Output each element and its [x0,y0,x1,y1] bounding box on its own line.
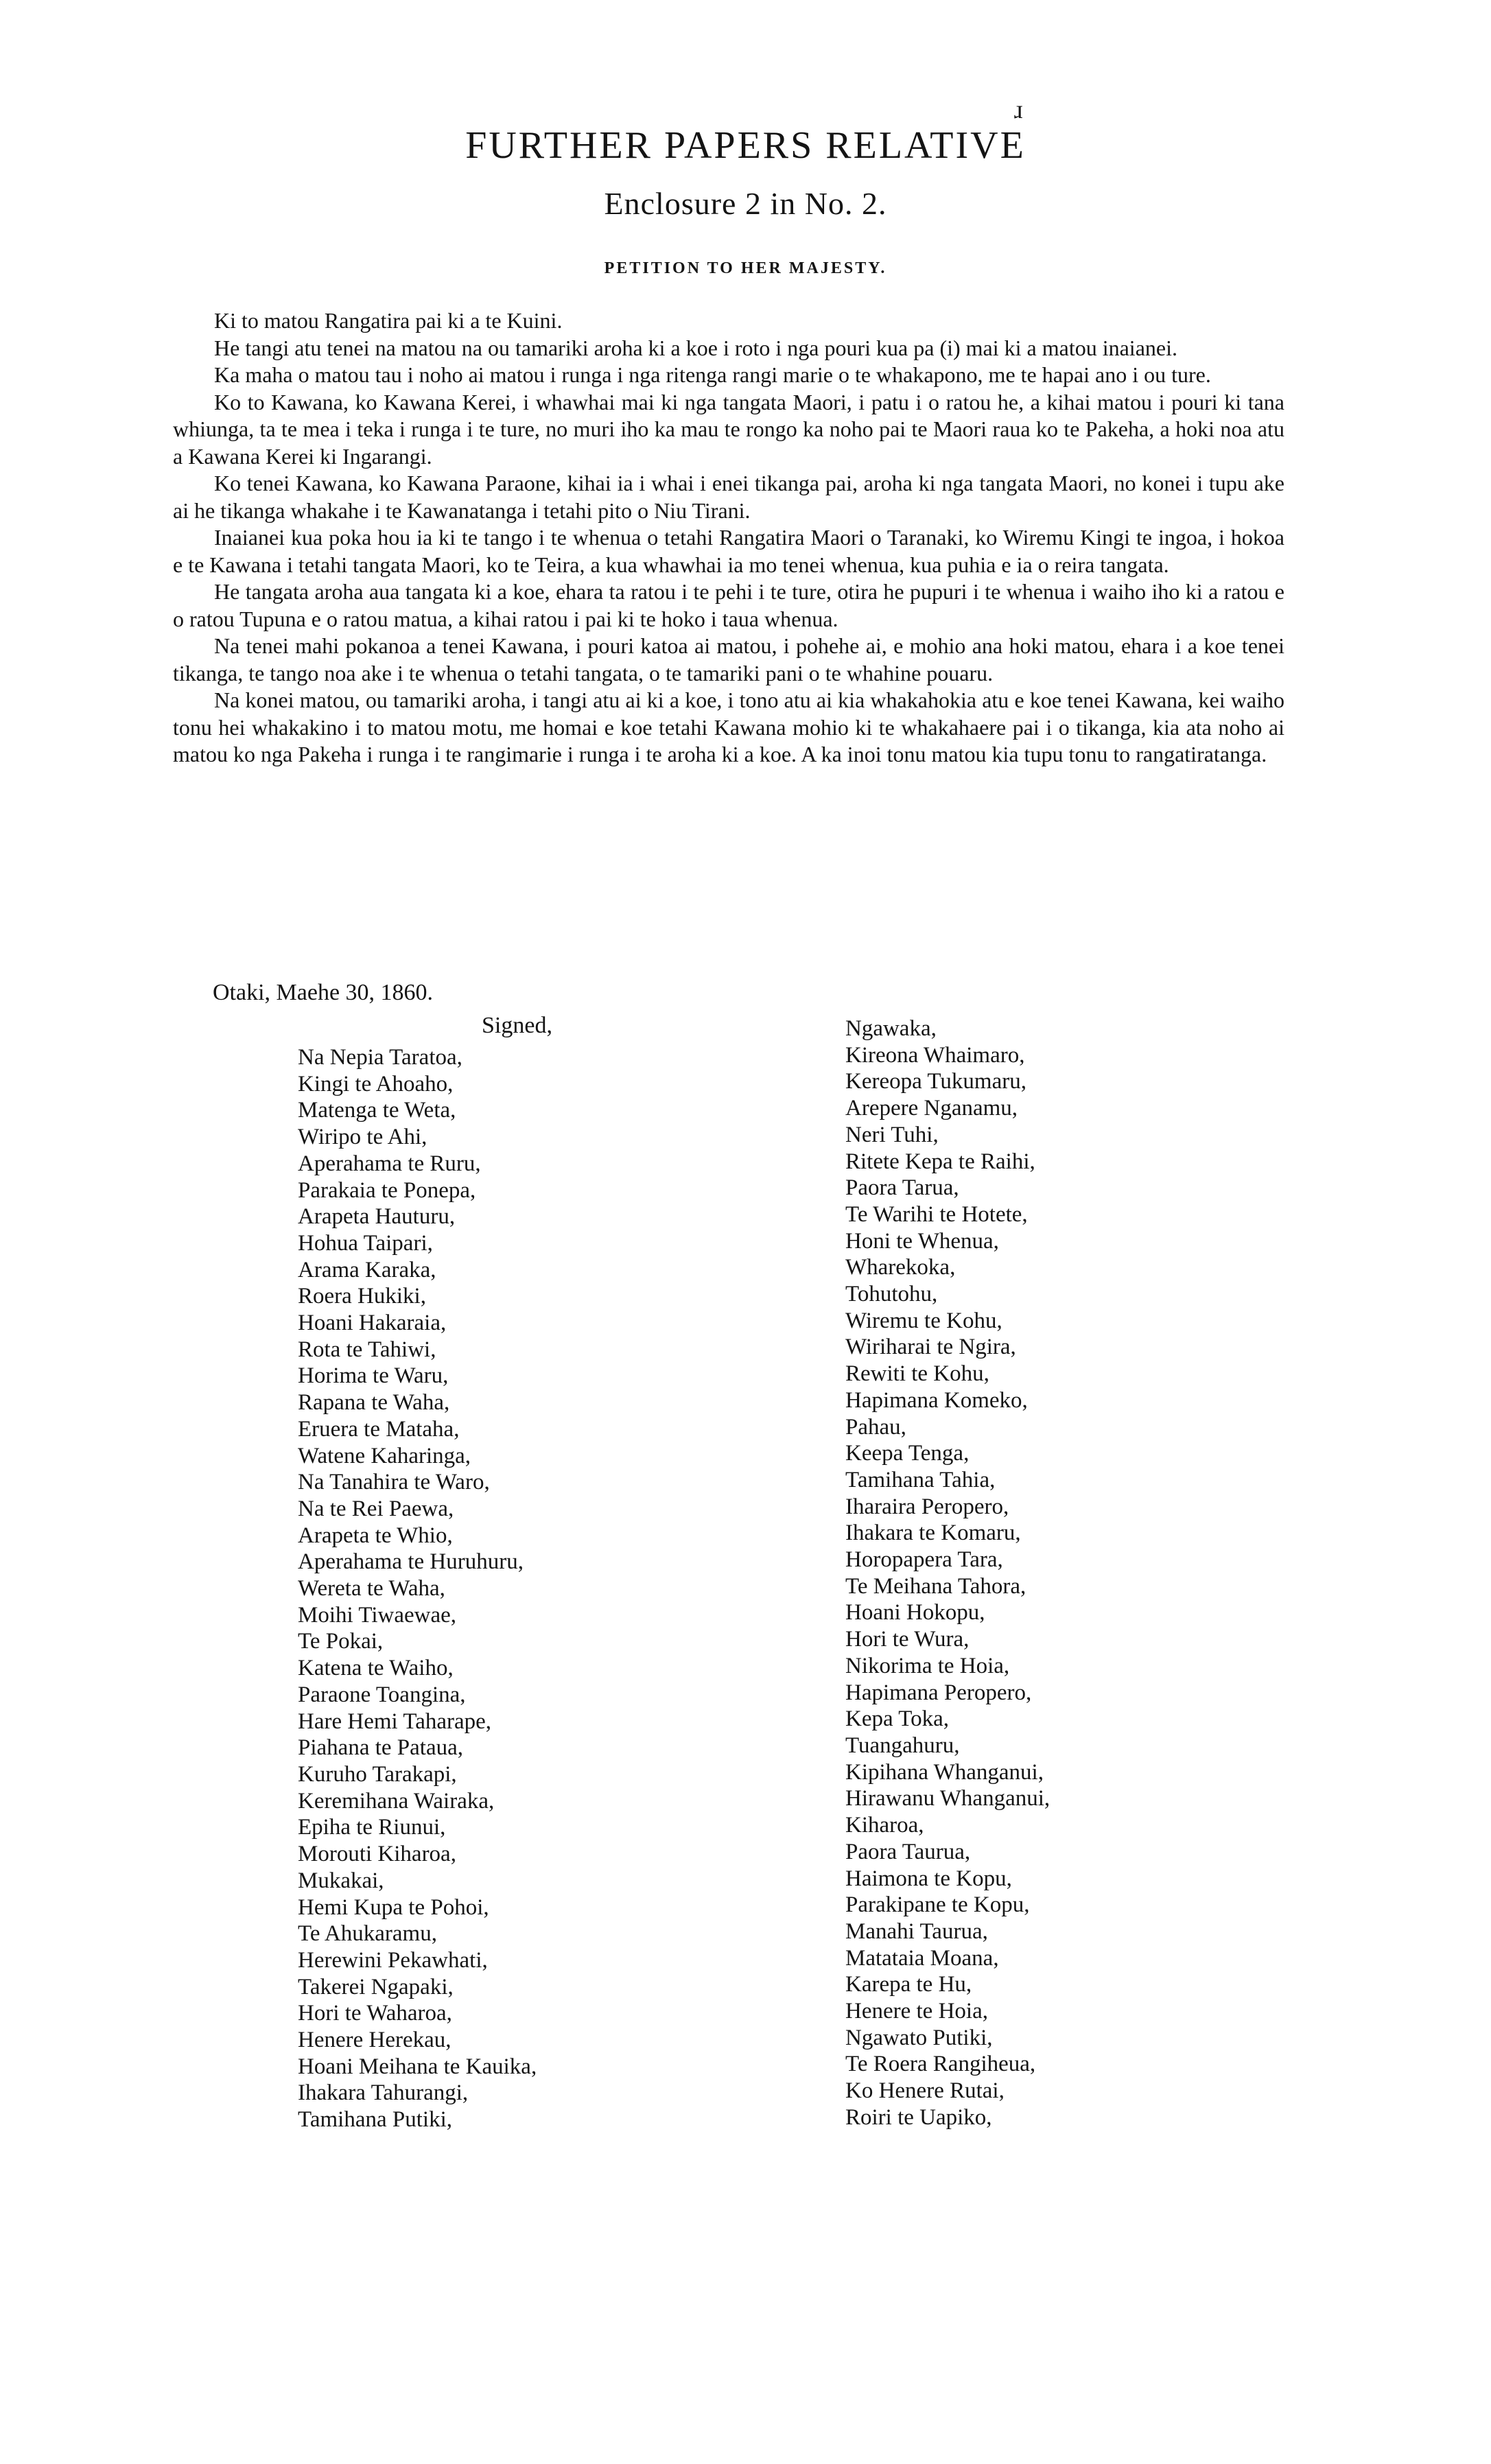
signatory-name: Arepere Nganamu, [845,1096,1018,1121]
signatory-name: Wiriharai te Ngira, [845,1335,1016,1360]
signatory-name: Wiremu te Kohu, [845,1308,1002,1333]
signatory-name: Wiripo te Ahi, [298,1125,427,1150]
signatory-name: Ko Henere Rutai, [845,2078,1005,2104]
signatory-name: Iharaira Peropero, [845,1494,1009,1519]
signatory-name: Moihi Tiwaewae, [298,1602,456,1628]
signatory-name: Paora Taurua, [845,1839,971,1864]
paragraph: He tangi atu tenei na matou na ou tamariki aroha ki a koe i roto i nga pouri kua pa (i) mai ki a matou inaianei. [214,335,1177,360]
signatory-name: Henere Herekau, [298,2028,451,2053]
signatory-name: Mukakai, [298,1868,384,1893]
petition-body [173,307,1284,768]
corner-mark: ɹ [1014,95,1023,124]
signatory-name: Haimona te Kopu, [845,1866,1012,1891]
signatory-name: Honi te Whenua, [845,1228,999,1254]
signatory-name: Paraone Toangina, [298,1682,466,1707]
signatory-name: Pahau, [845,1414,906,1440]
signatory-name: Wereta te Waha, [298,1576,445,1601]
signatory-name: Horima te Waru, [298,1363,449,1389]
signatory-name: Parakipane te Kopu, [845,1892,1030,1918]
signatory-name: Arapeta te Whio, [298,1523,453,1548]
signatory-name: Tuangahuru, [845,1733,960,1758]
signatory-name: Kereopa Tukumaru, [845,1069,1026,1094]
signatory-name: Matataia Moana, [845,1945,999,1971]
signatory-name: Matenga te Weta, [298,1098,456,1123]
signatory-name: Kipihana Whanganui, [845,1759,1044,1785]
signatory-name: Hori te Wura, [845,1627,970,1652]
signatory-name: Kingi te Ahoaho, [298,1071,454,1096]
signatory-name: Karepa te Hu, [845,1972,972,1997]
paragraph: Ko to Kawana, ko Kawana Kerei, i whawhai mai ki nga tangata Maori, i patu i o ratou he, a kihai matou i pouri ki tana whiunga, ta te mea i teka i runga i te ture, no muri iho ka mau te rongo ka noho pai te Maori raua ko te Pakeha, a hoki noa atu a Kawana Kerei ki Ingarangi. [173,389,1284,469]
signatory-name: Henere te Hoia, [845,1999,988,2024]
dateline: Otaki, Maehe 30, 1860. [213,980,434,1005]
signatory-name: Te Meihana Tahora, [845,1573,1026,1599]
signatory-name: Parakaia te Ponepa, [298,1177,476,1203]
signatory-name: Hapimana Peropero, [845,1680,1032,1705]
signatory-name: Eruera te Mataha, [298,1416,460,1442]
signatory-name: Hirawanu Whanganui, [845,1786,1050,1811]
signatory-name: Neri Tuhi, [845,1122,939,1147]
signatory-name: Rota te Tahiwi, [298,1337,436,1362]
signatory-name: Katena te Waiho, [298,1656,454,1681]
signatory-name: Hoani Meihana te Kauika, [298,2054,537,2079]
enclosure-heading: Enclosure 2 in No. 2. [604,186,887,221]
signatory-name: Te Warihi te Hotete, [845,1201,1028,1227]
signatory-name: Te Pokai, [298,1629,384,1654]
signatory-name: Rewiti te Kohu, [845,1361,989,1387]
paragraph: Inaianei kua poka hou ia ki te tango i te whenua o tetahi Rangatira Maori o Taranaki, ko Wiremu Kingi te ingoa, i hokoa e te Kawana i tetahi tangata Maori, ko te Teira, a kua whawhai ia mo tenei whenua, kua puhia e ia o reira tangata. [173,525,1284,577]
signatory-name: Nikorima te Hoia, [845,1653,1010,1678]
paragraph: Ko tenei Kawana, ko Kawana Paraone, kihai ia i whai i enei tikanga pai, aroha ki nga tangata Maori, no konei i tupu ake ai he tikanga whakahe i te Kawanatanga i tetahi pito o Niu Tirani. [173,471,1284,523]
signatory-name: Na Tanahira te Waro, [298,1470,490,1495]
signatory-name: Tohutohu, [845,1282,938,1307]
signatory-name: Takerei Ngapaki, [298,1974,454,1999]
signatory-name: Kireona Whaimaro, [845,1042,1025,1068]
signatory-name: Tamihana Putiki, [298,2107,452,2133]
petition-heading: PETITION TO HER MAJESTY. [604,259,887,277]
paragraph: Ka maha o matou tau i noho ai matou i runga i nga ritenga rangi marie o te whakapono, me te hapai ano i ou ture. [214,362,1211,387]
signatory-name: Kuruho Tarakapi, [298,1761,457,1787]
signatory-name: Hemi Kupa te Pohoi, [298,1894,489,1920]
signatory-name: Horopapera Tara, [845,1547,1003,1573]
signatory-name: Aperahama te Huruhuru, [298,1549,524,1575]
paragraph: Na konei matou, ou tamariki aroha, i tangi atu ai ki a koe, i tono atu ai kia whakahokia atu e koe tenei Kawana, kei waiho tonu hei whakakino i to matou motu, me homai e koe tetahi Kawana mohio ki te whakahaere pai i o tikanga, kia ata noho ai matou ko nga Pakeha i runga i te rangimarie i runga i te aroha ki a koe. A ka inoi tonu matou kia tupu tonu to rangatiratanga. [173,688,1284,766]
signatory-name: Arapeta Hauturu, [298,1204,456,1230]
signatory-name: Kepa Toka, [845,1706,950,1732]
signatory-name: Roiri te Uapiko, [845,2104,992,2130]
signatory-name: Roera Hukiki, [298,1284,426,1309]
signatory-name: Hapimana Komeko, [845,1387,1028,1413]
signed-label: Signed, [482,1013,552,1038]
signatory-name: Ngawato Putiki, [845,2025,993,2050]
signatory-name: Keremihana Wairaka, [298,1788,495,1814]
signatories-right-column [845,1016,1050,2131]
signatory-name: Manahi Taurua, [845,1919,988,1944]
signatory-name: Kiharoa, [845,1813,924,1838]
signatory-name: Hohua Taipari, [298,1230,433,1256]
signatory-name: Hoani Hakaraia, [298,1311,447,1336]
signatory-name: Wharekoka, [845,1255,956,1280]
signatory-name: Rapana te Waha, [298,1390,450,1416]
running-title: FURTHER PAPERS RELATIVE [465,124,1026,167]
signatory-name: Hoani Hokopu, [845,1600,985,1626]
signatory-name: Te Roera Rangiheua, [845,2052,1036,2077]
signatory-name: Hare Hemi Taharape, [298,1709,492,1734]
signatory-name: Na te Rei Paewa, [298,1496,454,1521]
paragraph: Na tenei mahi pokanoa a tenei Kawana, i pouri katoa ai matou, i pohehe ai, e mohio ana hoki matou, ehara i a koe tenei tikanga, te tango noa ake i te whenua o tetahi tangata, o te tamariki pani o te whahine pouaru. [173,633,1284,685]
signatory-name: Ihakara Tahurangi, [298,2080,469,2106]
signatory-name: Paora Tarua, [845,1175,959,1201]
paragraph: He tangata aroha aua tangata ki a koe, ehara ta ratou i te pehi i te ture, otira he pupuri i te whenua i waiho iho ki a ratou e o ratou Tupuna e o ratou matua, a kihai ratou i pai ki te hoko i taua whenua. [173,579,1284,631]
signatory-name: Hori te Waharoa, [298,2001,452,2026]
signatory-name: Ngawaka, [845,1016,937,1041]
signatory-name: Tamihana Tahia, [845,1467,996,1492]
signatory-name: Ihakara te Komaru, [845,1521,1021,1546]
signatories-left-column [298,1044,537,2133]
paragraph: Ki to matou Rangatira pai ki a te Kuini. [214,308,563,333]
signatory-name: Arama Karaka, [298,1257,436,1282]
signatory-name: Ritete Kepa te Raihi, [845,1149,1035,1174]
signatory-name: Morouti Kiharoa, [298,1842,456,1867]
signatory-name: Aperahama te Ruru, [298,1151,481,1176]
signatory-name: Herewini Pekawhati, [298,1947,488,1973]
signatory-name: Piahana te Pataua, [298,1735,463,1761]
signatory-name: Epiha te Riunui, [298,1815,446,1840]
signatory-name: Na Nepia Taratoa, [298,1045,462,1070]
signatory-name: Keepa Tenga, [845,1441,970,1466]
signatory-name: Watene Kaharinga, [298,1443,471,1468]
signatory-name: Te Ahukaramu, [298,1921,437,1947]
